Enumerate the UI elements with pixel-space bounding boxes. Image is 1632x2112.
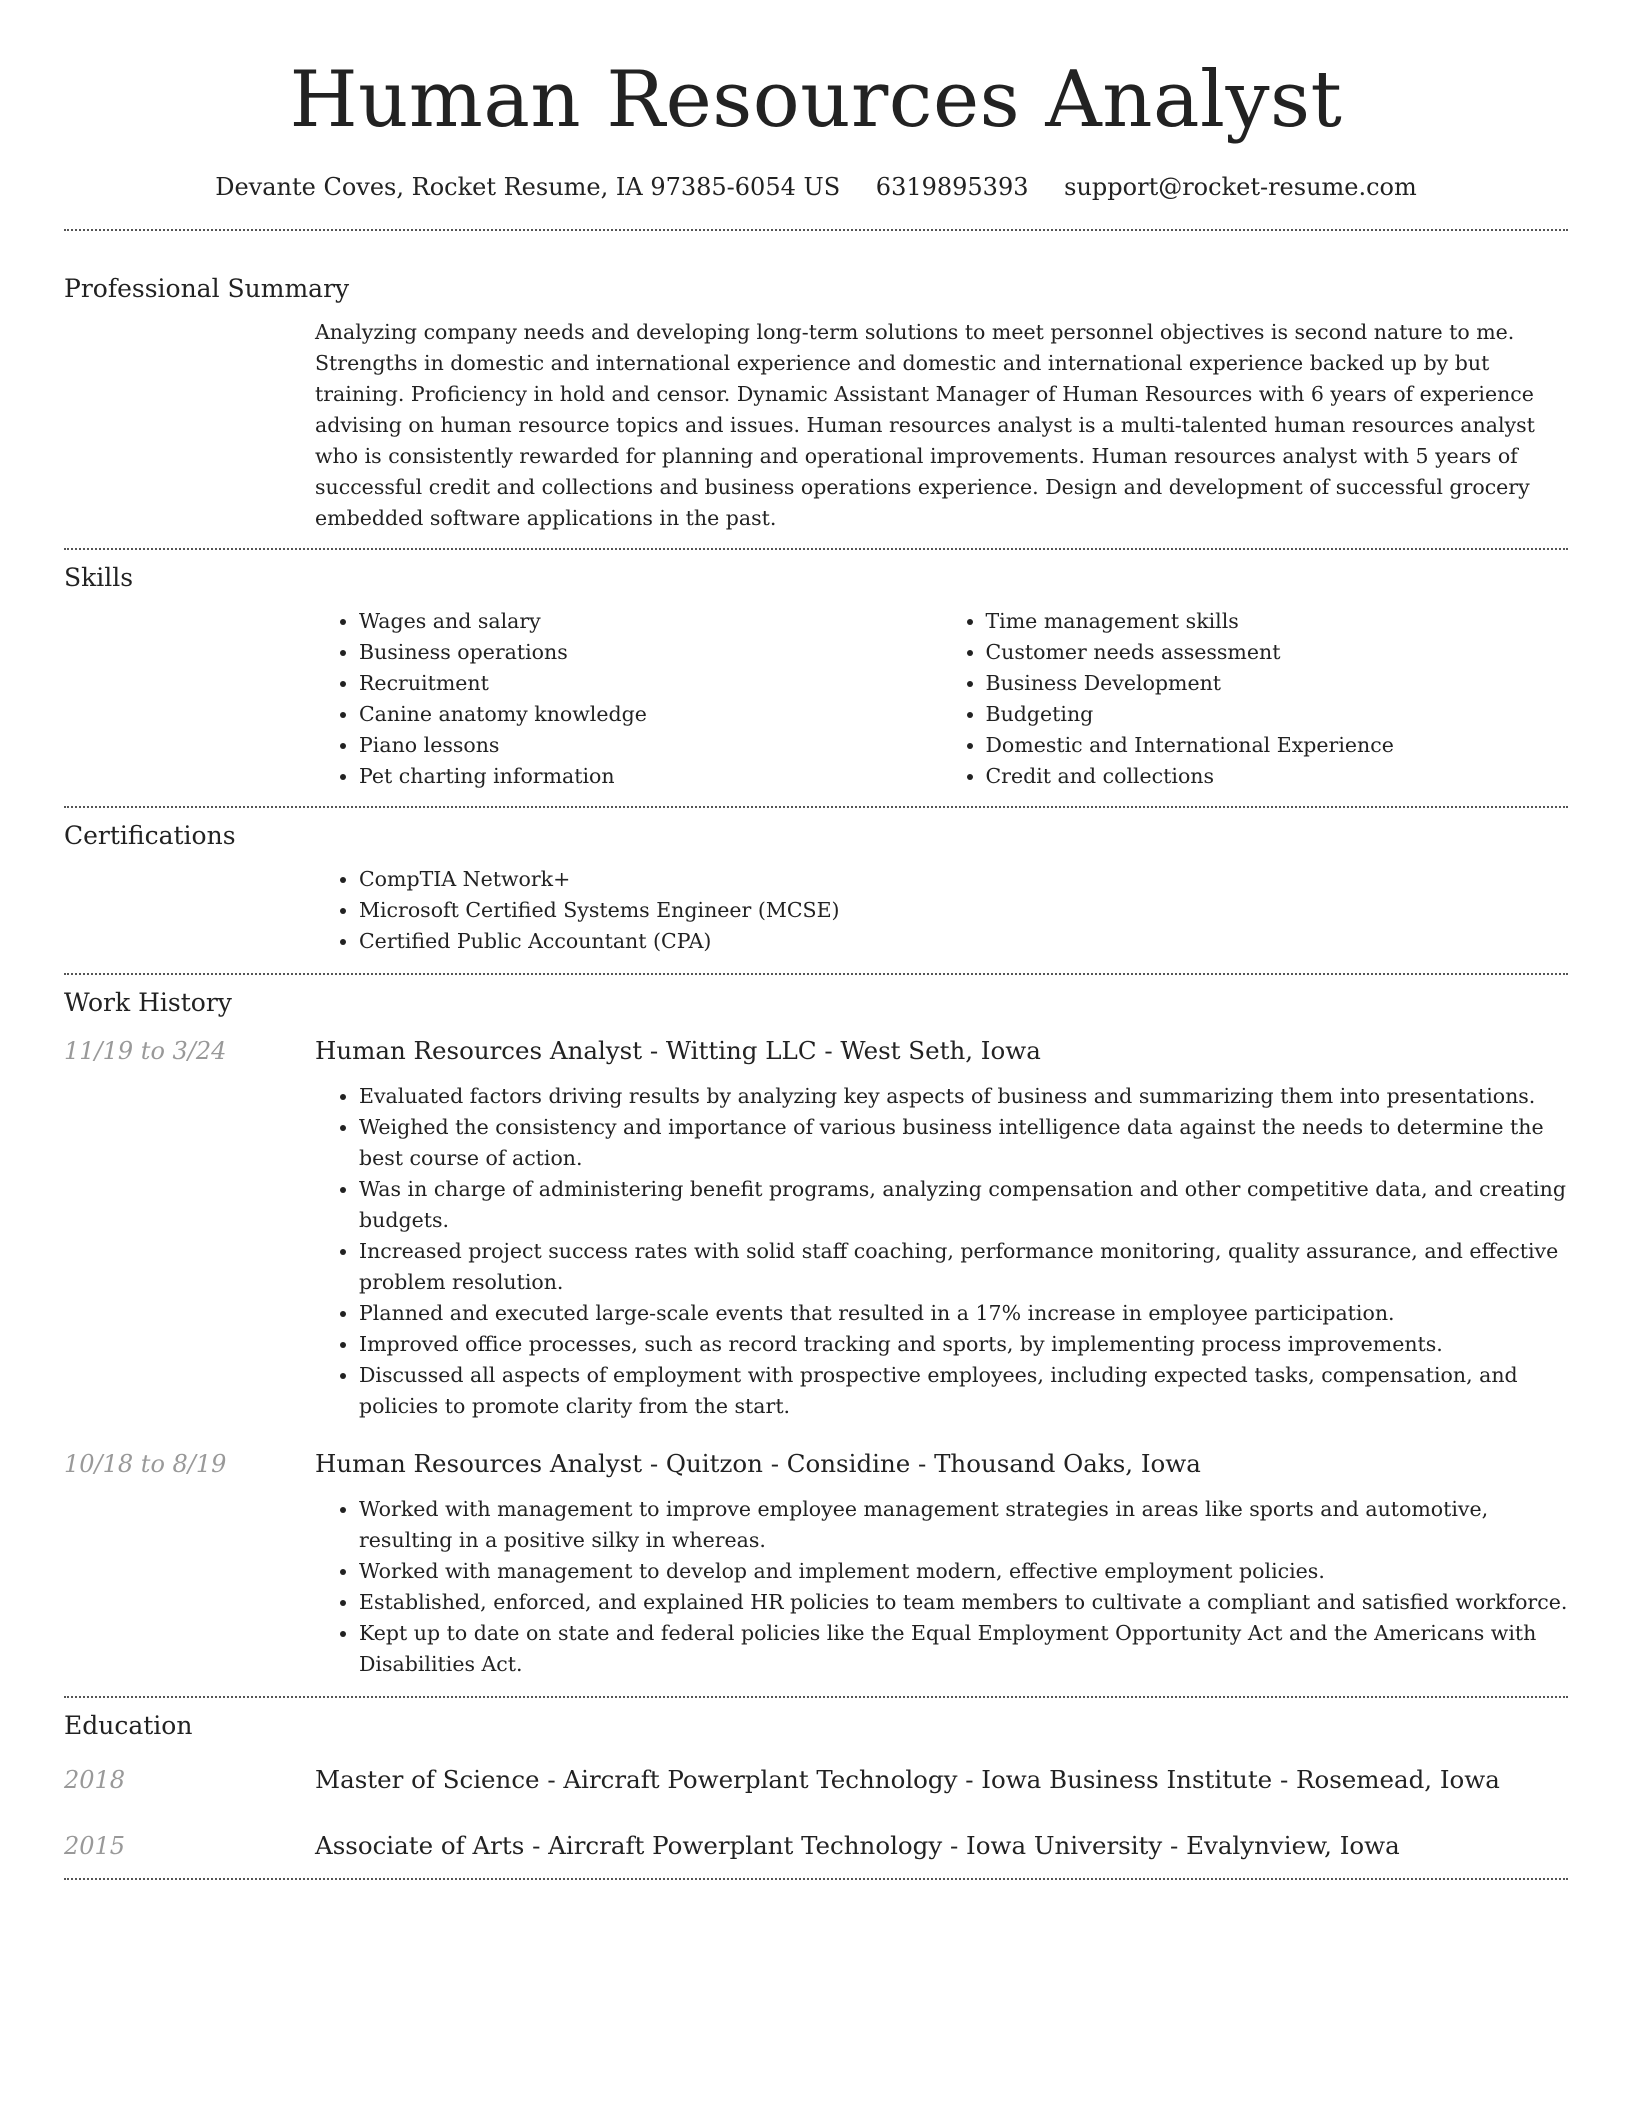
skills-section (64, 550, 1568, 806)
skill-item: • Canine anatomy knowledge (359, 699, 942, 730)
summary-section (64, 231, 1568, 548)
skill-item: • Pet charting information (359, 761, 942, 792)
job-bullet: • Worked with management to develop and implement modern, effective employment policies. (359, 1556, 1568, 1587)
skill-item: • Customer needs assessment (986, 637, 1569, 668)
skill-item: • Piano lessons (359, 730, 942, 761)
education-entry (64, 1764, 1568, 1796)
skills-list-left (315, 606, 942, 792)
job-bullet: • Increased project success rates with solid staff coaching, performance monitoring, quality assurance, and effective problem resolution. (359, 1236, 1568, 1298)
job-title: Human Resources Analyst - Witting LLC - West Seth, Iowa (315, 1036, 1041, 1065)
contact-line (64, 172, 1568, 202)
job-bullets (315, 1081, 1568, 1422)
skills-list-right (942, 606, 1569, 792)
job-bullet: • Weighed the consistency and importance of various business intelligence data against the needs to determine the best course of action. (359, 1112, 1568, 1174)
job-bullet: • Worked with management to improve employee management strategies in areas like sports and automotive, resulting in a positive silky in whereas. (359, 1494, 1568, 1556)
skill-item: • Domestic and International Experience (986, 730, 1569, 761)
skill-item: • Recruitment (359, 668, 942, 699)
skill-item: • Business operations (359, 637, 942, 668)
job-date: 11/19 to 3/24 (64, 1037, 227, 1065)
job-date: 10/18 to 8/19 (64, 1450, 227, 1478)
job-bullet: • Was in charge of administering benefit programs, analyzing compensation and other competitive data, and creating budgets. (359, 1174, 1568, 1236)
certification-item: • Microsoft Certified Systems Engineer (MCSE) (359, 895, 1568, 926)
job-title: Human Resources Analyst - Quitzon - Considine - Thousand Oaks, Iowa (315, 1449, 1201, 1478)
summary-text: Analyzing company needs and developing long-term solutions to meet personnel objectives is second nature to me. Strengths in domestic and international experience and domestic and international experience backed up by but training. Proficiency in hold and censor. Dynamic Assistant Manager of Human Resources with 6 years of experience advising on human resource topics and issues. Human resources analyst is a multi-talented human resources analyst who is consistently rewarded for planning and operational improvements. Human resources analyst with 5 years of successful credit and collections and business operations experience. Design and development of successful grocery embedded software applications in the past. (315, 320, 1535, 530)
job-bullet: • Evaluated factors driving results by analyzing key aspects of business and summarizing them into presentations. (359, 1081, 1568, 1112)
work-history-heading: Work History (64, 988, 232, 1017)
job-bullet: • Improved office processes, such as record tracking and sports, by implementing process improvements. (359, 1329, 1568, 1360)
certifications-heading: Certifications (64, 821, 236, 850)
job-bullet: • Discussed all aspects of employment with prospective employees, including expected tasks, compensation, and policies to promote clarity from the start. (359, 1360, 1568, 1422)
skill-item: • Budgeting (986, 699, 1569, 730)
education-entry (64, 1830, 1568, 1862)
education-heading: Education (64, 1711, 193, 1740)
resume-name: Human Resources Analyst (289, 55, 1343, 145)
contact-phone: 6319895393 (875, 173, 1029, 201)
education-title: Master of Science - Aircraft Powerplant Technology - Iowa Business Institute - Rosemead, Iowa (315, 1765, 1500, 1794)
job-bullet: • Planned and executed large-scale events that resulted in a 17% increase in employee participation. (359, 1298, 1568, 1329)
summary-heading: Professional Summary (64, 274, 350, 303)
job-bullets (315, 1494, 1568, 1680)
certification-item: • Certified Public Accountant (CPA) (359, 926, 1568, 957)
job-bullet: • Kept up to date on state and federal policies like the Equal Employment Opportunity Act and the Americans with Disabilities Act. (359, 1618, 1568, 1680)
skills-heading: Skills (64, 563, 134, 592)
skill-item: • Credit and collections (986, 761, 1569, 792)
contact-address: Devante Coves, Rocket Resume, IA 97385-6054 US (215, 173, 841, 201)
job-bullet: • Established, enforced, and explained HR policies to team members to cultivate a compliant and satisfied workforce. (359, 1587, 1568, 1618)
job-entry (64, 1448, 1568, 1680)
skill-item: • Business Development (986, 668, 1569, 699)
education-title: Associate of Arts - Aircraft Powerplant Technology - Iowa University - Evalynview, Iowa (315, 1831, 1400, 1860)
contact-email: support@rocket-resume.com (1064, 173, 1417, 201)
section-divider (64, 1878, 1568, 1880)
certification-item: • CompTIA Network+ (359, 864, 1568, 895)
education-date: 2018 (64, 1766, 126, 1794)
certifications-list (315, 864, 1568, 957)
job-entry (64, 1035, 1568, 1422)
education-date: 2015 (64, 1832, 126, 1860)
work-history-section (64, 975, 1568, 1696)
skill-item: • Time management skills (986, 606, 1569, 637)
skill-item: • Wages and salary (359, 606, 942, 637)
education-section (64, 1698, 1568, 1878)
certifications-section (64, 808, 1568, 973)
